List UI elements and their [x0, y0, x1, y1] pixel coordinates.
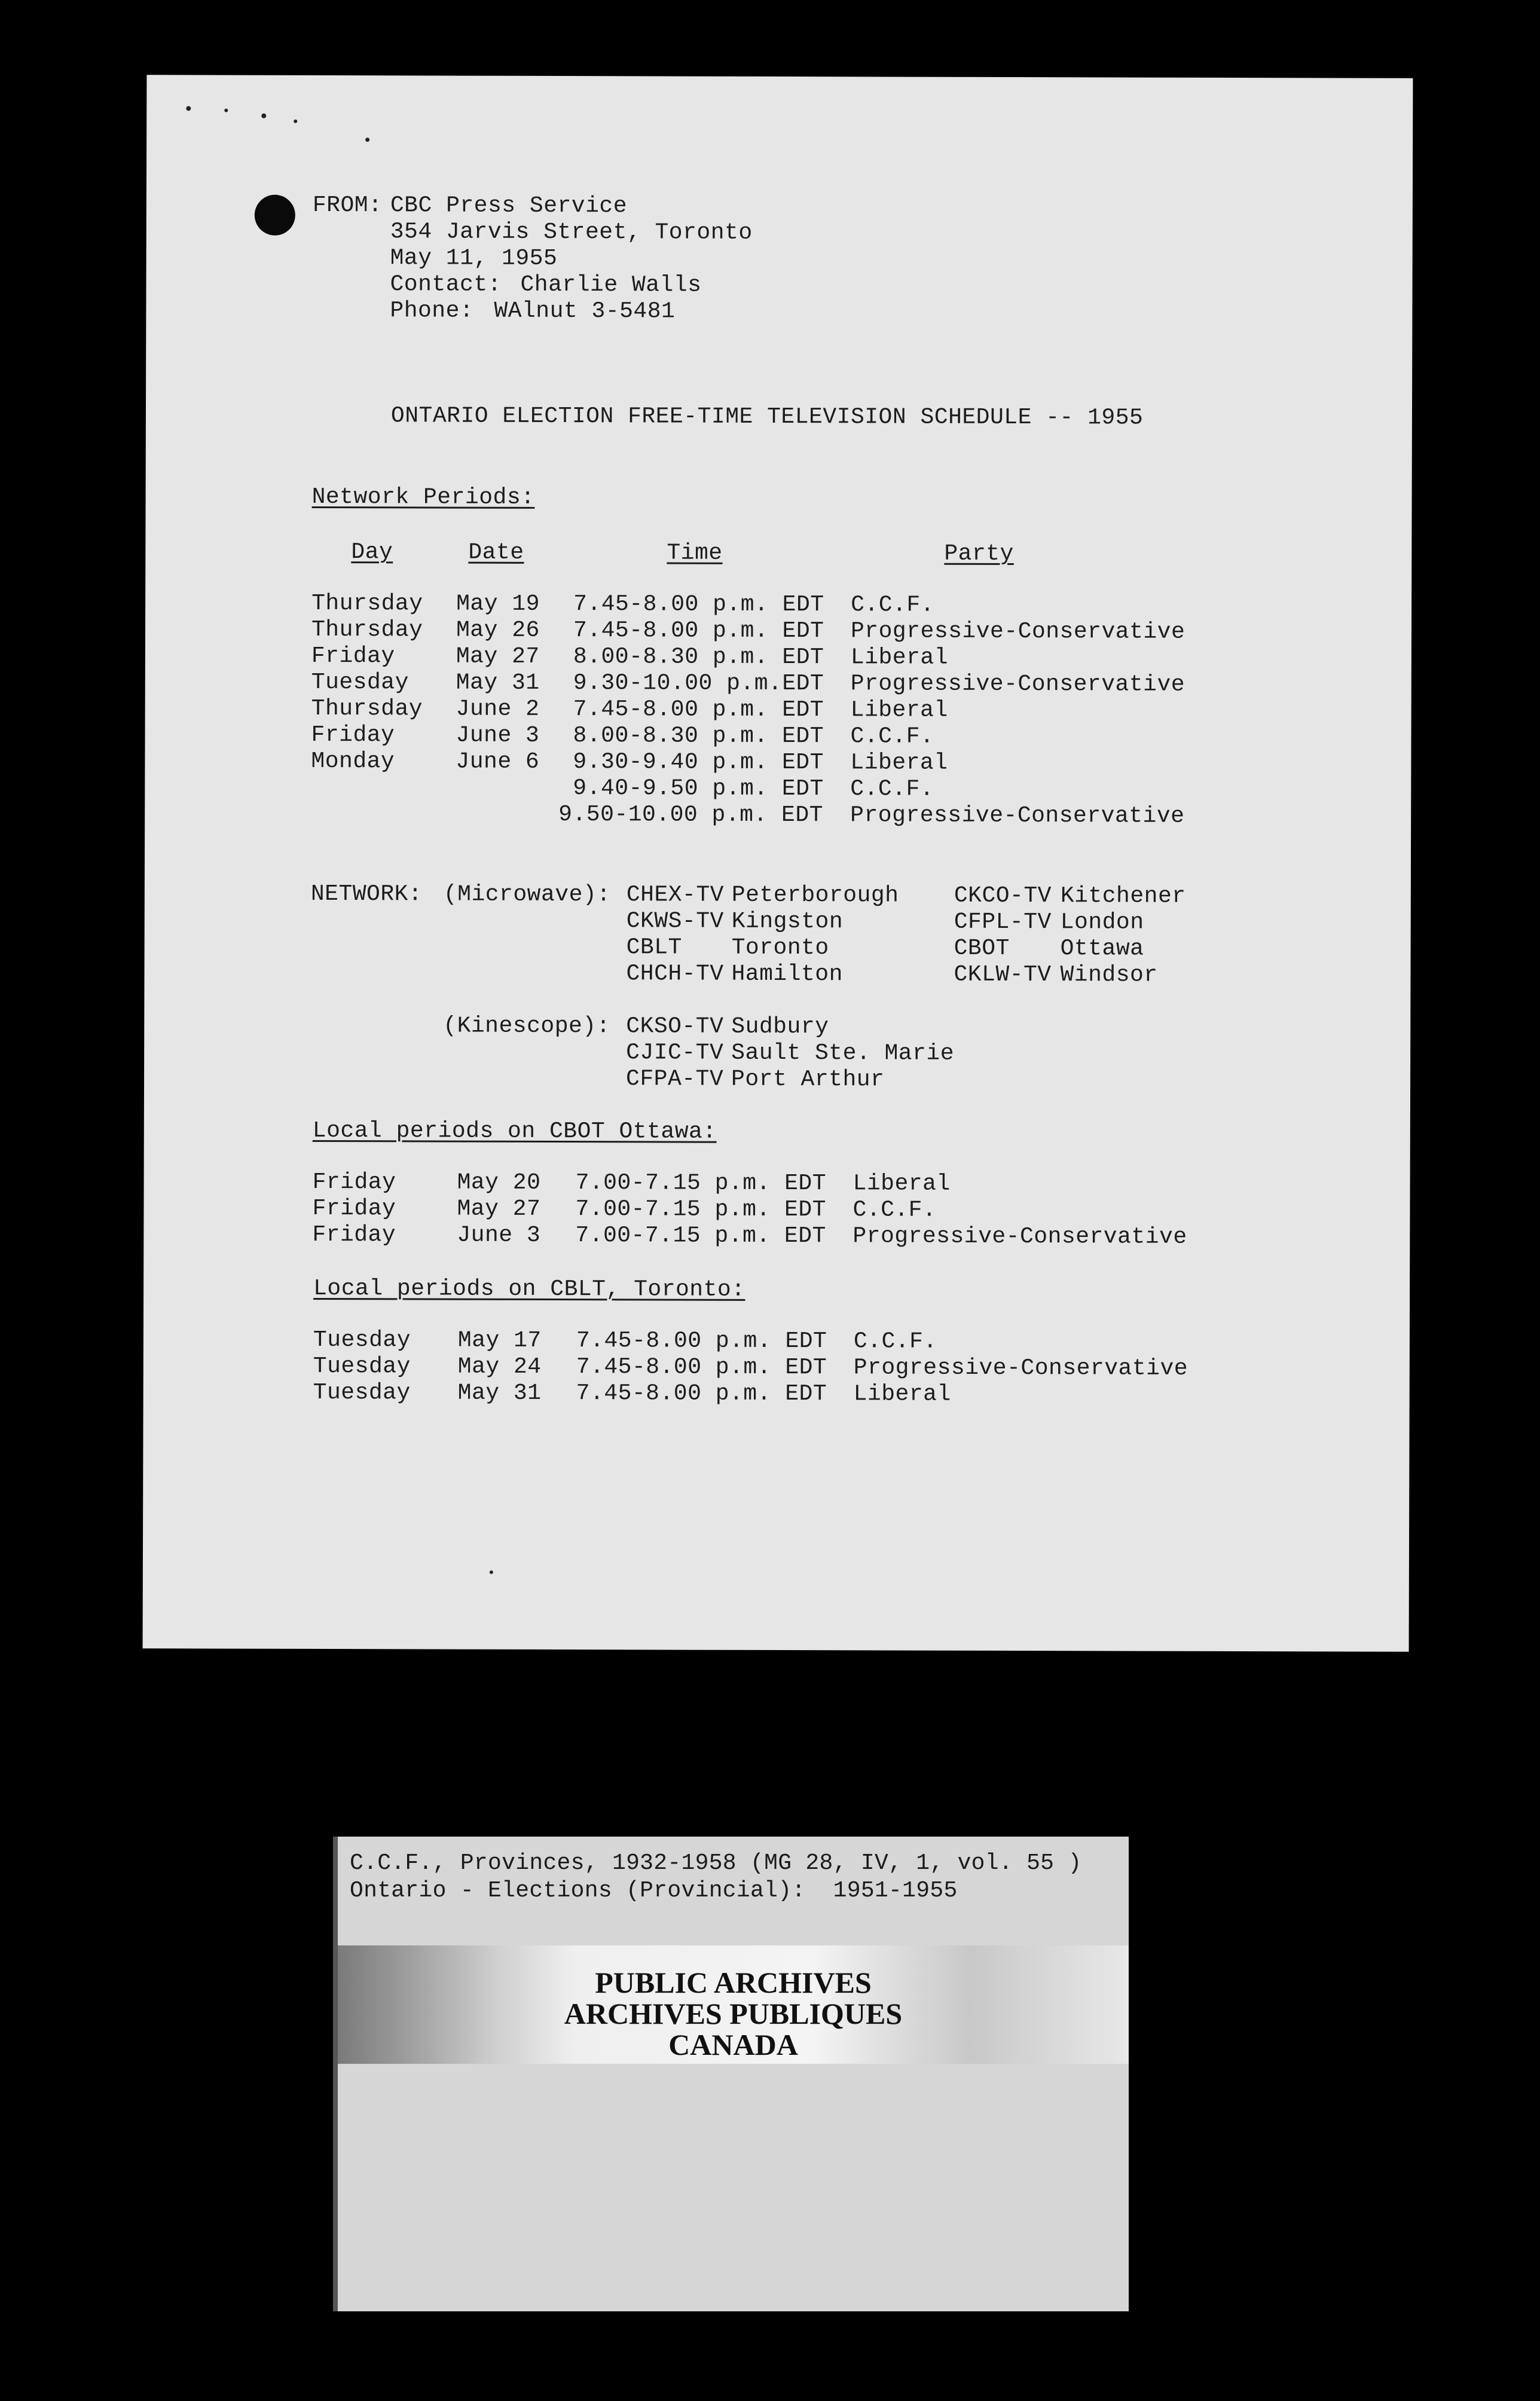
cell-party: Progressive-Conservative [853, 1355, 1188, 1382]
cell-day: Friday [312, 1169, 396, 1196]
column-header-day: Day [351, 539, 393, 566]
cell-time: 7.00-7.15 p.m. EDT [575, 1196, 827, 1223]
cell-date: May 19 [456, 591, 540, 617]
archive-stamp [338, 1967, 1129, 2060]
contact-name: Charlie Walls [520, 271, 702, 298]
cell-date: May 20 [457, 1169, 541, 1196]
station-call: CKWS-TV [626, 908, 724, 934]
paper-speck [490, 1571, 493, 1574]
cell-party: C.C.F. [851, 592, 935, 618]
station-call: CFPA-TV [625, 1066, 724, 1092]
cell-date: June 2 [456, 696, 540, 722]
column-header-date: Date [468, 539, 524, 566]
release-date: May 11, 1955 [390, 245, 558, 272]
paper-speck [261, 114, 266, 118]
cell-day: Friday [311, 643, 395, 670]
cell-date: June 3 [456, 722, 540, 749]
station-call: CBOT [954, 935, 1010, 962]
column-header-party: Party [944, 540, 1014, 567]
station-call: CHCH-TV [626, 961, 724, 987]
local-toronto-heading: Local periods on CBLT, Toronto: [313, 1275, 745, 1303]
cell-date: May 17 [457, 1327, 542, 1354]
network-periods-heading: Network Periods: [311, 484, 535, 511]
cell-party: Liberal [853, 1381, 951, 1407]
cell-time: 7.45-8.00 p.m. EDT [576, 1380, 827, 1407]
archive-reference: C.C.F., Provinces, 1932-1958 (MG 28, IV, 1, vol. 55 ) [350, 1850, 1082, 1876]
cell-day: Thursday [311, 616, 423, 643]
station-call: CFPL-TV [954, 909, 1052, 936]
address: 354 Jarvis Street, Toronto [390, 219, 753, 246]
cell-time: 7.45-8.00 p.m. EDT [573, 591, 824, 618]
kinescope-label: (Kinescope): [443, 1013, 610, 1040]
station-city: Sudbury [731, 1013, 829, 1040]
page-title: ONTARIO ELECTION FREE-TIME TELEVISION SCHEDULE -- 1955 [390, 403, 1144, 431]
punch-hole [255, 195, 295, 236]
station-city: Peterborough [731, 882, 899, 909]
cell-day: Tuesday [313, 1327, 411, 1354]
cell-time: 9.30-10.00 p.m.EDT [573, 670, 824, 697]
cell-party: C.C.F. [853, 1328, 937, 1355]
station-call: CBLT [626, 934, 682, 961]
station-city: Port Arthur [731, 1066, 885, 1093]
cell-date: May 26 [456, 617, 540, 643]
phone-number: WAlnut 3-5481 [494, 298, 676, 325]
document-page [143, 75, 1413, 1652]
cell-party: Liberal [850, 750, 948, 776]
cell-time: 7.45-8.00 p.m. EDT [576, 1354, 827, 1381]
network-label: NETWORK: [310, 881, 423, 908]
cell-time: 7.00-7.15 p.m. EDT [575, 1170, 827, 1197]
cell-date: May 24 [457, 1354, 542, 1380]
cell-time: 8.00-8.30 p.m. EDT [573, 644, 824, 671]
station-city: Ottawa [1060, 936, 1144, 962]
cell-party: Progressive-Conservative [850, 671, 1185, 698]
station-call: CKLW-TV [954, 961, 1052, 988]
cell-party: Progressive-Conservative [852, 1223, 1187, 1250]
cell-day: Tuesday [313, 1353, 411, 1380]
cell-date: May 31 [456, 670, 540, 696]
cell-party: C.C.F. [852, 1197, 937, 1223]
station-city: Kitchener [1060, 883, 1186, 909]
station-city: Toronto [731, 934, 829, 961]
cell-day: Tuesday [311, 669, 409, 696]
station-city: Sault Ste. Marie [731, 1040, 955, 1067]
station-city: Windsor [1060, 962, 1158, 988]
paper-speck [186, 106, 191, 111]
stamp-line: CANADA [668, 2028, 798, 2061]
stamp-line: ARCHIVES PUBLIQUES [564, 1997, 903, 2030]
cell-date: May 27 [457, 1196, 541, 1222]
station-city: Kingston [731, 908, 844, 935]
cell-date: May 27 [456, 643, 540, 670]
cell-day: Monday [311, 748, 395, 775]
local-ottawa-heading: Local periods on CBOT Ottawa: [312, 1117, 717, 1145]
cell-time: 8.00-8.30 p.m. EDT [573, 723, 824, 750]
from-org: CBC Press Service [390, 193, 628, 219]
archive-subject: Ontario - Elections (Provincial): 1951-1955 [350, 1878, 958, 1904]
station-call: CJIC-TV [626, 1040, 724, 1066]
column-header-time: Time [667, 540, 723, 566]
paper-speck [365, 138, 369, 142]
cell-day: Friday [311, 722, 395, 749]
paper-speck [294, 120, 297, 123]
station-call: CKSO-TV [626, 1013, 724, 1040]
cell-time: 9.40-9.50 p.m. EDT [573, 775, 824, 802]
cell-time: 9.50-10.00 p.m. EDT [558, 802, 824, 829]
cell-time: 7.45-8.00 p.m. EDT [573, 697, 824, 723]
cell-day: Friday [312, 1195, 396, 1222]
station-city: London [1060, 909, 1144, 936]
microwave-label: (Microwave): [443, 881, 611, 908]
cell-party: Liberal [850, 697, 948, 723]
cell-time: 9.30-9.40 p.m. EDT [573, 749, 824, 776]
station-city: Hamilton [731, 961, 844, 988]
cell-party: C.C.F. [850, 723, 934, 750]
cell-time: 7.45-8.00 p.m. EDT [573, 618, 824, 644]
cell-date: June 3 [457, 1222, 541, 1248]
station-call: CKCO-TV [954, 882, 1052, 909]
cell-party: Liberal [852, 1171, 951, 1197]
cell-party: Progressive-Conservative [850, 802, 1185, 829]
cell-party: Liberal [850, 644, 949, 671]
cell-day: Thursday [311, 590, 423, 617]
station-call: CHEX-TV [626, 882, 725, 908]
paper-speck [224, 109, 228, 112]
archive-card [333, 1837, 1129, 2311]
from-label: FROM: [312, 192, 383, 219]
cell-party: C.C.F. [850, 776, 934, 802]
stamp-line: PUBLIC ARCHIVES [595, 1966, 872, 1999]
cell-time: 7.45-8.00 p.m. EDT [576, 1328, 827, 1355]
cell-time: 7.00-7.15 p.m. EDT [575, 1223, 826, 1250]
cell-day: Thursday [311, 695, 423, 722]
cell-day: Tuesday [313, 1379, 411, 1406]
cell-date: May 31 [457, 1380, 542, 1406]
cell-date: June 6 [456, 749, 540, 775]
cell-party: Progressive-Conservative [850, 618, 1185, 645]
contact-label: Contact: [390, 271, 502, 298]
cell-day: Friday [312, 1221, 396, 1248]
phone-label: Phone: [390, 298, 474, 324]
